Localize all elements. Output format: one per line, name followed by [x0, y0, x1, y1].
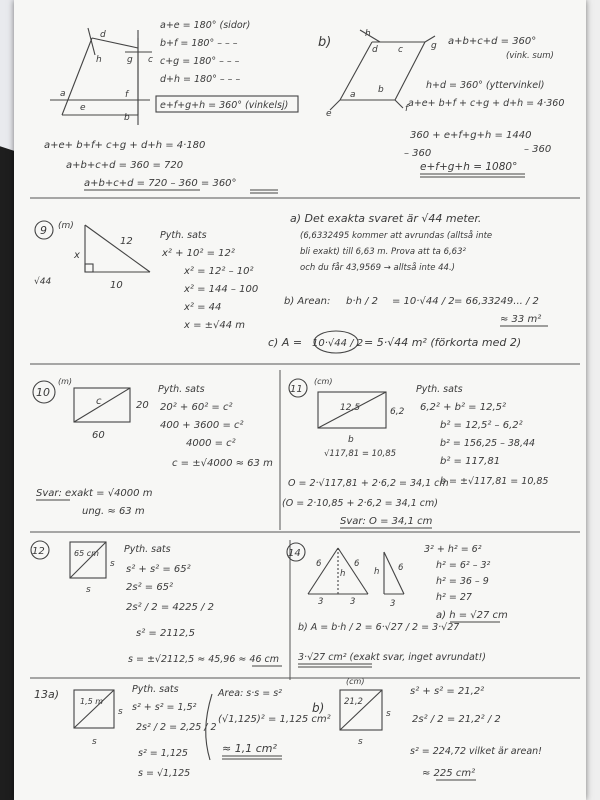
eq-b-yttervinkel: h+d = 360° (yttervinkel)	[426, 80, 545, 91]
eq-b-vinkelsum-note: (vink. sum)	[506, 51, 554, 61]
problem-11-number: 11	[290, 384, 303, 395]
section-14	[287, 543, 508, 667]
eq-b-vinkelsum: a+b+c+d = 360°	[448, 36, 537, 47]
o11-1: O = 2·√117,81 + 2·6,2 = 34,1 cm	[288, 478, 449, 489]
svar10-2: ung. ≈ 63 m	[82, 506, 145, 517]
eq-d-h: d+h = 180° – – –	[160, 74, 241, 85]
angle-c-b: c	[398, 45, 403, 55]
eq-a-e: a+e = 180° (sidor)	[160, 20, 251, 31]
ans14b-final: 3·√27 cm² (exakt svar, inget avrundat!)	[298, 652, 487, 663]
eq-b-minus-left: – 360	[404, 148, 432, 159]
quadrilateral-figure	[50, 28, 152, 125]
calc12-1: s² + s² = 65²	[126, 564, 191, 575]
calc14-2: h² = 6² – 3²	[436, 560, 491, 571]
right-triangle-9	[85, 225, 150, 272]
angle-f-b: f	[405, 104, 409, 114]
eq-c-g: c+g = 180° – – –	[160, 56, 240, 67]
calc9-5: x = ±√44 m	[184, 320, 246, 331]
sq13b-diag: 21,2	[344, 697, 363, 707]
angle-g-label: g	[127, 55, 133, 65]
half-triangle-14	[384, 552, 404, 594]
calc11-2: b² = 12,5² – 6,2²	[440, 420, 523, 431]
area13-1: Area: s·s = s²	[218, 688, 282, 699]
ans9a-3: bli exakt) till 6,63 m. Prova att ta 6,63²	[300, 247, 466, 257]
tri14-side-l: 6	[316, 559, 322, 569]
eq-efgh: e+f+g+h = 360° (vinkelsj)	[160, 100, 289, 111]
area13-2: (√1,125)² = 1,125 cm²	[218, 714, 331, 725]
section-12	[31, 541, 282, 666]
half14-base: 3	[390, 599, 396, 609]
sq13-diag: 1,5 m	[80, 697, 104, 706]
calc12-3: 2s² / 2 = 4225 / 2	[126, 602, 214, 613]
calc13-3: s² = 1,125	[138, 748, 188, 759]
ans9b-result: ≈ 33 m²	[500, 314, 542, 325]
calc9-1: x² + 10² = 12²	[162, 248, 235, 259]
svar10-1: Svar: exakt = √4000 m	[36, 488, 153, 499]
tri14-base-r: 3	[350, 597, 356, 607]
rect10-w: 60	[92, 430, 105, 441]
pyth-sats-9: Pyth. sats	[160, 230, 207, 241]
angle-c-label: c	[148, 55, 153, 65]
eq-b-f: b+f = 180° – – –	[160, 38, 238, 49]
square-12	[70, 542, 106, 578]
half14-hyp: 6	[398, 563, 404, 573]
calc11-3: b² = 156,25 – 38,44	[440, 438, 536, 449]
angle-e-label: e	[80, 103, 86, 113]
calc10-4: c = ±√4000 ≈ 63 m	[172, 458, 273, 469]
pyth-sats-13: Pyth. sats	[132, 684, 179, 695]
angle-e-b: e	[326, 109, 332, 119]
eq-b-4x360: a+e+ b+f + c+g + d+h = 4·360	[408, 98, 565, 109]
tri9-root: √44	[34, 277, 52, 287]
sq13b-s-bottom: s	[358, 737, 363, 747]
calc9-3: x² = 144 – 100	[184, 284, 259, 295]
eq-abcd-360: a+b+c+d = 360 = 720	[66, 160, 184, 171]
angle-b-label: b	[124, 113, 130, 123]
angle-f-label: f	[125, 90, 129, 100]
angle-g-b: g	[431, 41, 437, 51]
calc12-2: 2s² = 65²	[126, 582, 174, 593]
ans9b-label: b) Arean:	[284, 296, 331, 307]
ans9c-result: = 5·√44 m² (förkorta med 2)	[364, 336, 522, 349]
calc14-1: 3² + h² = 6²	[424, 544, 482, 555]
tri14-side-r: 6	[354, 559, 360, 569]
calc13-4: s = √1,125	[138, 768, 191, 779]
problem-12-number: 12	[32, 546, 45, 557]
angle-b-b: b	[378, 85, 384, 95]
calc11-5: b = ±√117,81 = 10,85	[440, 476, 549, 487]
problem-11-unit: (cm)	[314, 377, 333, 386]
calc10-1: 20² + 60² = c²	[160, 402, 233, 413]
rect11-diag: 12,5	[340, 403, 361, 413]
angle-a-label: a	[60, 89, 66, 99]
problem-9-unit: (m)	[58, 221, 74, 231]
calc11-4: b² = 117,81	[440, 456, 501, 467]
rect10-c: c	[96, 396, 102, 407]
calc13b-4: ≈ 225 cm²	[422, 768, 476, 779]
calc9-4: x² = 44	[184, 302, 222, 313]
problem-10-number: 10	[36, 386, 50, 399]
section-10	[33, 377, 273, 517]
pyth-sats-10: Pyth. sats	[158, 384, 205, 395]
ans9a-4: och du får 43,9569 → alltså inte 44.)	[300, 263, 455, 273]
calc13b-1: s² + s² = 21,2²	[410, 686, 485, 697]
calc13b-2: 2s² / 2 = 21,2² / 2	[412, 714, 501, 725]
calc13-2: 2s² / 2 = 2,25 / 2	[136, 722, 217, 733]
ans9c-formula: 10·√44 / 2	[312, 338, 364, 349]
part-13b-label: b)	[312, 701, 325, 715]
eq-sum-4x180: a+e+ b+f+ c+g + d+h = 4·180	[44, 140, 206, 151]
calc10-3: 4000 = c²	[186, 438, 236, 449]
ans9a-2: (6,6332495 kommer att avrundas (alltså inte	[300, 231, 493, 241]
problem-14-number: 14	[288, 548, 301, 559]
sq12-diag: 65 cm	[74, 549, 99, 558]
square-13b	[340, 690, 382, 730]
problem-9-number: 9	[40, 224, 47, 237]
problem-10-unit: (m)	[58, 377, 73, 386]
sq13b-s-right: s	[386, 709, 391, 719]
angle-a-b: a	[350, 90, 356, 100]
calc14-4: h² = 27	[436, 592, 472, 603]
sq12-s-bottom: s	[86, 585, 91, 595]
half14-h: h	[374, 567, 380, 577]
angle-h-label: h	[96, 55, 102, 65]
angle-h-b: h	[365, 29, 371, 39]
section-13	[34, 677, 542, 780]
ans9a-1: a) Det exakta svaret är √44 meter.	[290, 212, 482, 225]
area13-3: ≈ 1,1 cm²	[222, 742, 277, 755]
section-9	[34, 212, 548, 353]
calc12-4: s² = 2112,5	[136, 628, 195, 639]
ans9b-formula: b·h / 2	[346, 296, 378, 307]
eq-abcd-result: a+b+c+d = 720 – 360 = 360°	[84, 178, 237, 189]
rect11-base-val: √117,81 = 10,85	[324, 449, 397, 459]
calc10-2: 400 + 3600 = c²	[160, 420, 244, 431]
part-b-label: b)	[318, 35, 332, 50]
tri9-x: x	[74, 250, 80, 261]
problem-13-number: 13a)	[34, 688, 60, 701]
calc12-5: s = ±√2112,5 ≈ 45,96 ≈ 46 cm	[128, 654, 279, 665]
section-8b	[318, 29, 564, 177]
tri9-hyp: 12	[120, 236, 133, 247]
calc13b-3: s² = 224,72 vilket är arean!	[410, 746, 542, 757]
tri14-base-l: 3	[318, 597, 324, 607]
ans9b-sub: = 10·√44 / 2	[392, 296, 455, 307]
ans9c-label: c) A =	[268, 336, 303, 349]
sq12-s-right: s	[110, 559, 115, 569]
o11-2: (O = 2·10,85 + 2·6,2 = 34,1 cm)	[282, 498, 438, 509]
sq13-s-right: s	[118, 707, 123, 717]
calc14-5: a) h = √27 cm	[436, 610, 508, 621]
rect11-side: 6,2	[390, 407, 405, 417]
part-13b-unit: (cm)	[346, 677, 365, 686]
eq-b-1440: 360 + e+f+g+h = 1440	[410, 130, 532, 141]
eq-b-result: e+f+g+h = 1080°	[420, 161, 518, 173]
rectangle-10	[74, 388, 130, 422]
pyth-sats-11: Pyth. sats	[416, 384, 463, 395]
eq-b-minus-right: – 360	[524, 144, 552, 155]
pyth-sats-12: Pyth. sats	[124, 544, 171, 555]
rect11-base: b	[348, 435, 354, 445]
square-13a	[74, 690, 114, 728]
sq13-s-bottom: s	[92, 737, 97, 747]
calc14-3: h² = 36 – 9	[436, 576, 489, 587]
section-11	[282, 377, 548, 528]
triangle-14	[308, 548, 368, 594]
tri9-base: 10	[110, 280, 123, 291]
calc9-2: x² = 12² – 10²	[184, 266, 254, 277]
tri14-h: h	[340, 569, 346, 579]
ans9b-val: = 66,33249... / 2	[454, 296, 539, 307]
calc13-1: s² + s² = 1,5²	[132, 702, 197, 713]
angle-d-label: d	[100, 30, 106, 40]
ans14b: b) A = b·h / 2 = 6·√27 / 2 = 3·√27	[298, 622, 460, 633]
calc11-1: 6,2² + b² = 12,5²	[420, 402, 507, 413]
svar11: Svar: O = 34,1 cm	[340, 516, 433, 527]
angle-d-b: d	[372, 45, 378, 55]
rect10-h: 20	[136, 400, 149, 411]
section-8a	[44, 20, 298, 193]
